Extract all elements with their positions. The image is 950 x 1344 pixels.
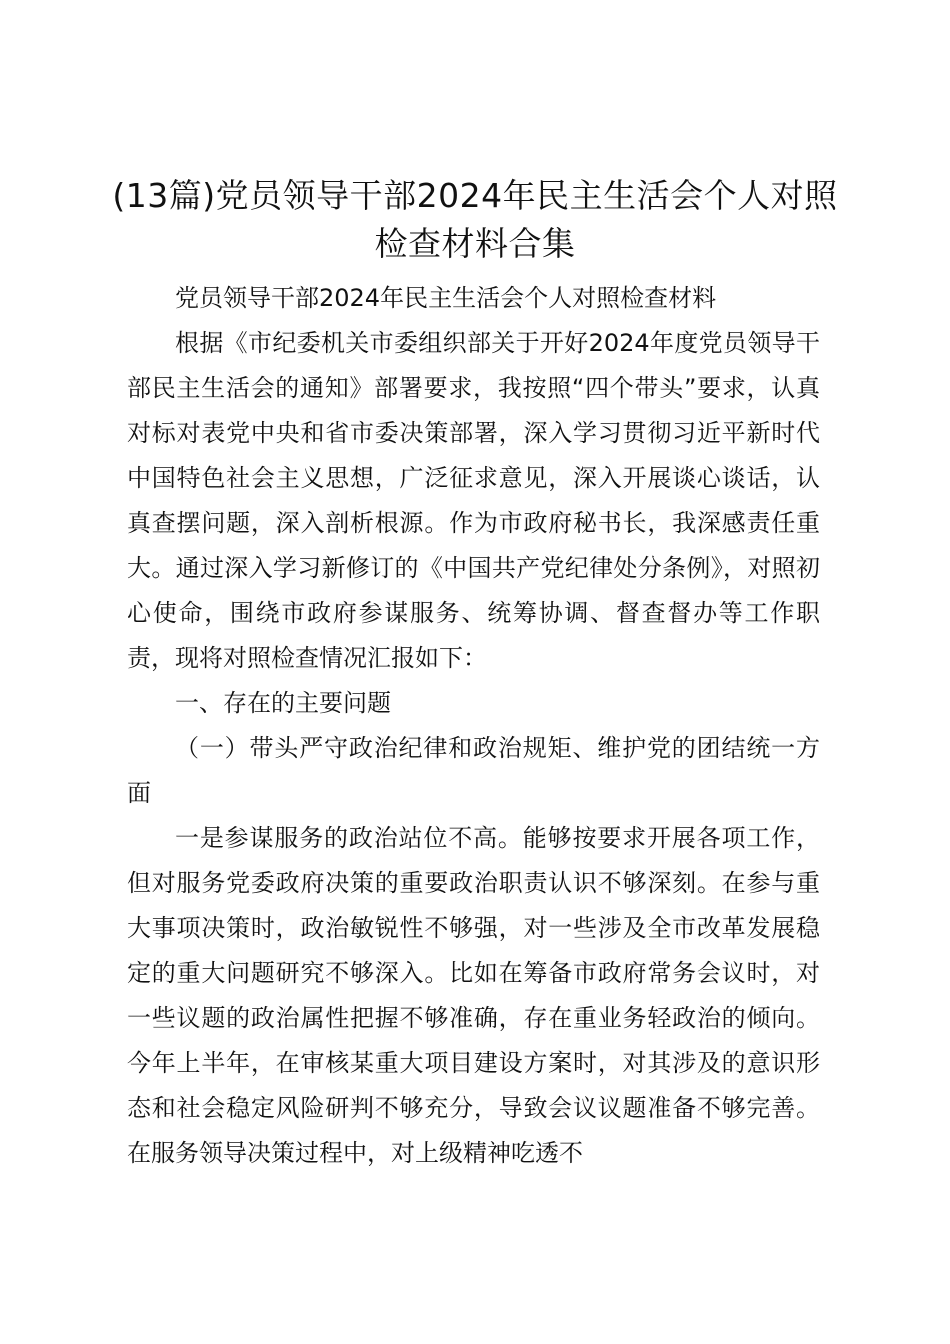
subsection-heading: （一）带头严守政治纪律和政治规矩、维护党的团结统一方面 xyxy=(127,734,820,807)
intro-paragraph: 根据《市纪委机关市委组织部关于开好2024年度党员领导干部民主生活会的通知》部署要求，我按照“四个带头”要求，认真对标对表党中央和省市委决策部署，深入学习贯彻习近平新时代中国特色社会主义思想，广泛征求意见，深入开展谈心谈话，认真查摆问题，深入剖析根源。作为市政府秘书长，我深感责任重大。通过深入学习新修订的《中国共产党纪律处分条例》，对照初心使命，围绕市政府参谋服务、统筹协调、督查督办等工作职责，现将对照检查情况汇报如下： xyxy=(127,329,820,672)
document-subtitle: 党员领导干部2024年民主生活会个人对照检查材料 xyxy=(175,284,717,312)
section-heading: 一、存在的主要问题 xyxy=(175,689,391,717)
body-paragraph: 一是参谋服务的政治站位不高。能够按要求开展各项工作，但对服务党委政府决策的重要政治职责认识不够深刻。在参与重大事项决策时，政治敏锐性不够强，对一些涉及全市改革发展稳定的重大问题研究不够深入。比如在筹备市政府常务会议时，对一些议题的政治属性把握不够准确，存在重业务轻政治的倾向。今年上半年，在审核某重大项目建设方案时，对其涉及的意识形态和社会稳定风险研判不够充分，导致会议议题准备不够完善。在服务领导决策过程中，对上级精神吃透不 xyxy=(127,824,820,1167)
document-title: (13篇)党员领导干部2024年民主生活会个人对照检查材料合集 xyxy=(112,176,838,263)
document-body xyxy=(127,276,820,1176)
